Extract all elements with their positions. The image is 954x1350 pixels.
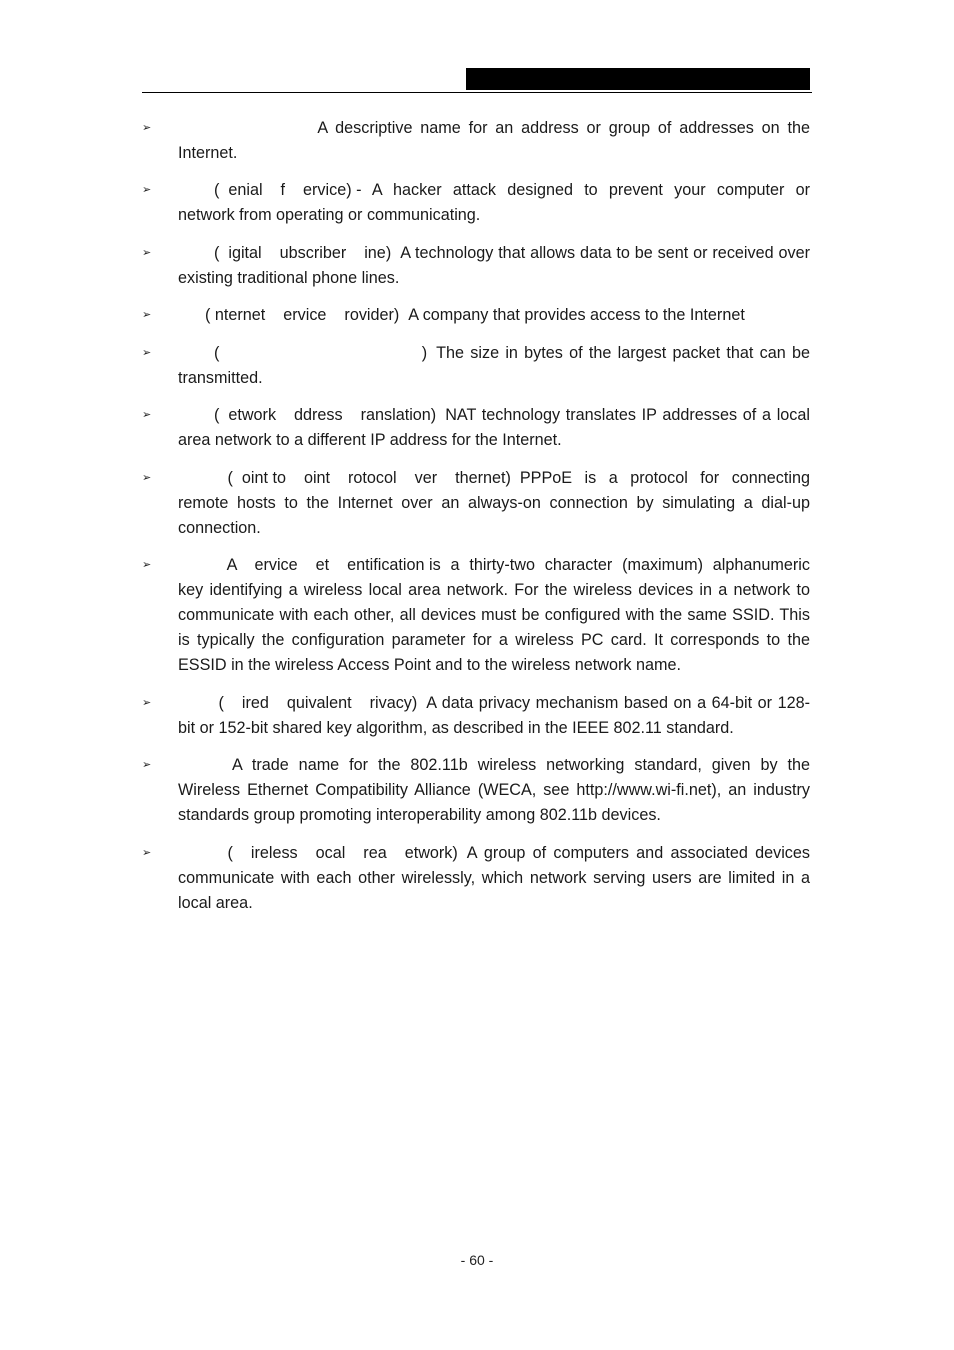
entry-term: ( nternet ervice rovider)	[178, 306, 409, 324]
entry-definition: A descriptive name for an address or group of addresses on the Internet.	[178, 119, 810, 162]
header-bar	[466, 68, 810, 90]
entry-definition: A group of computers and associated devices communicate with each other wirelessly, which network serving users are limited in a local area.	[178, 844, 810, 912]
entry-definition: A technology that allows data to be sent or received over existing traditional phone lines.	[178, 244, 810, 287]
glossary-entry-pppoe	[142, 466, 810, 541]
glossary-entry-dos	[142, 178, 810, 228]
bullet-icon: ➢	[142, 409, 152, 421]
bullet-icon: ➢	[142, 847, 152, 859]
entry-text	[178, 841, 810, 916]
entry-text	[178, 241, 810, 291]
bullet-icon: ➢	[142, 697, 152, 709]
entry-text	[178, 116, 810, 166]
glossary-entry-dsl	[142, 241, 810, 291]
entry-term: ( )	[178, 344, 437, 362]
bullet-icon: ➢	[142, 122, 152, 134]
bullet-icon: ➢	[142, 184, 152, 196]
glossary-entry-isp	[142, 303, 810, 328]
bullet-icon: ➢	[142, 472, 152, 484]
entry-definition: - A hacker attack designed to prevent your computer or network from operating or communicating.	[178, 181, 810, 224]
bullet-icon: ➢	[142, 309, 152, 321]
glossary-entry-domain-name	[142, 116, 810, 166]
glossary-entry-ssid	[142, 553, 810, 678]
entry-term: ( enial f ervice)	[178, 181, 357, 199]
entry-definition: is a thirty-two character (maximum) alphanumeric key identifying a wireless local area network. For the wireless devices in a network to communicate with each other, all devices must be configured with the same SSID. This is typically the configuration parameter for a wireless PC card. It corresponds to the ESSID in the wireless Access Point and to the wireless network name.	[178, 556, 810, 674]
entry-term: ( igital ubscriber ine)	[178, 244, 401, 262]
glossary-entry-wlan	[142, 841, 810, 916]
entry-text	[178, 403, 810, 453]
entry-text	[178, 691, 810, 741]
entry-term	[178, 753, 232, 778]
entry-term: ( etwork ddress ranslation)	[178, 406, 446, 424]
entry-definition: A data privacy mechanism based on a 64-bit or 128-bit or 152-bit shared key algorithm, as described in the IEEE 802.11 standard.	[178, 694, 810, 737]
entry-term: ( oint to oint rotocol ver thernet)	[178, 469, 520, 487]
entry-text	[178, 303, 810, 328]
bullet-icon: ➢	[142, 559, 152, 571]
entry-term	[178, 116, 317, 141]
glossary-entry-wep	[142, 691, 810, 741]
entry-text	[178, 341, 810, 391]
entry-definition: A trade name for the 802.11b wireless networking standard, given by the Wireless Ethernet Compatibility Alliance (WECA, see http://www.wi-fi.net), an industry standards group promoting interoperability among 802.11b devices.	[178, 756, 810, 824]
entry-text	[178, 466, 810, 541]
header-rule	[142, 92, 812, 93]
entry-term: A ervice et entification	[178, 556, 430, 574]
glossary-entry-mtu	[142, 341, 810, 391]
page-number: - 60 -	[460, 1252, 494, 1268]
entry-definition: NAT technology translates IP addresses of a local area network to a different IP address for the Internet.	[178, 406, 810, 449]
glossary-entry-wi-fi	[142, 753, 810, 828]
entry-text	[178, 178, 810, 228]
entry-term: ( ireless ocal rea etwork)	[178, 844, 467, 862]
glossary-entry-nat	[142, 403, 810, 453]
bullet-icon: ➢	[142, 347, 152, 359]
bullet-icon: ➢	[142, 759, 152, 771]
bullet-icon: ➢	[142, 247, 152, 259]
entry-definition: The size in bytes of the largest packet that can be transmitted.	[178, 344, 810, 387]
entry-text	[178, 753, 810, 828]
entry-term: ( ired quivalent rivacy)	[178, 694, 427, 712]
entry-definition: A company that provides access to the Internet	[408, 306, 745, 324]
entry-definition: PPPoE is a protocol for connecting remote hosts to the Internet over an always-on connection by simulating a dial-up connection.	[178, 469, 810, 537]
entry-text	[178, 553, 810, 678]
